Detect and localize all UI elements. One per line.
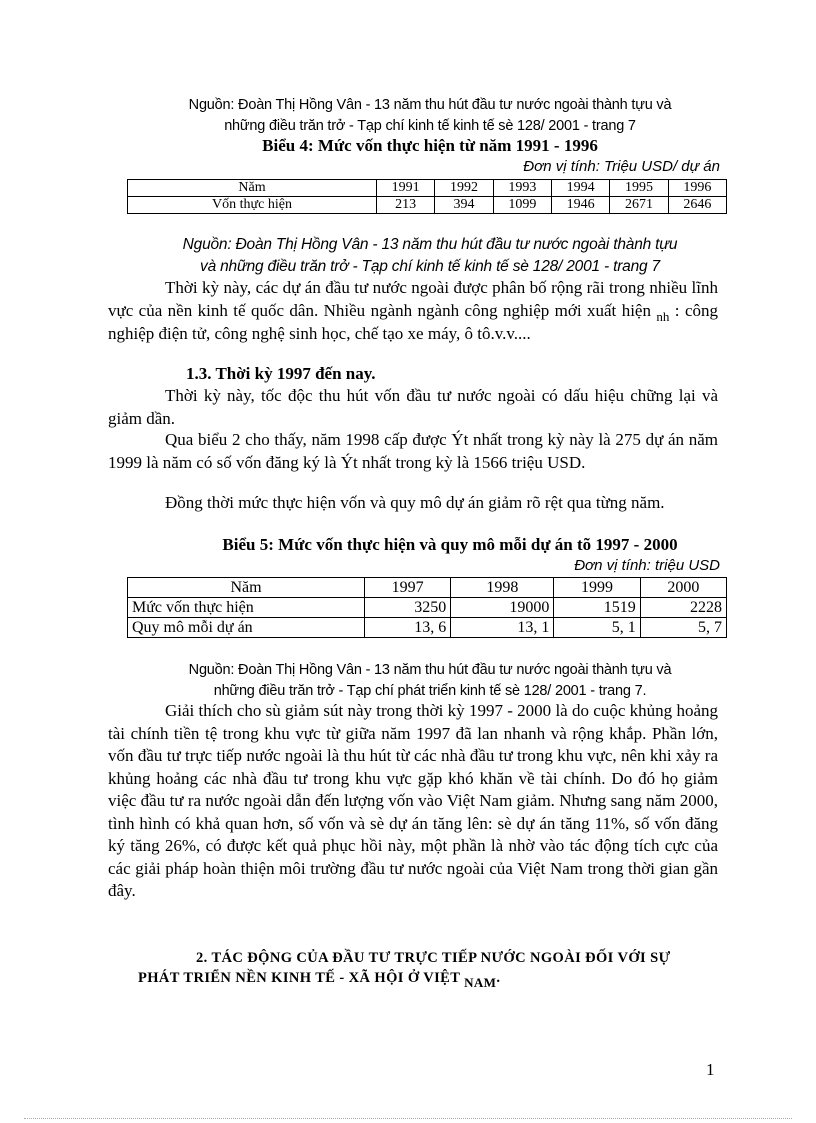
section-heading-1-3: 1.3. Thời kỳ 1997 đến nay.: [186, 364, 376, 383]
source-citation-2-line1: Nguồn: Đoàn Thị Hồng Vân - 13 năm thu hút đầu tư nước ngoài thành tựu: [182, 236, 678, 253]
paragraph-1-text: Thời kỳ này, các dự án đầu tư nước ngoài được phân bố rộng rãi trong nhiều lĩnh vực của nền kinh tế quốc dân. Nhiều ngành ngành công nghiệp mới xuất hiện: [108, 278, 718, 320]
source-citation-3-line2: những điều trăn trở - Tạp chí phát triển kinh tế sè 128/ 2001 - trang 7.: [213, 683, 647, 699]
table5-year-cell: 1998: [451, 578, 554, 598]
section-heading-2-line2: [138, 968, 718, 988]
table5-header-label: Năm: [128, 578, 365, 598]
paragraph-2: Thời kỳ này, tốc độc thu hút vốn đầu tư nước ngoài có dấu hiệu chững lại và giảm dần.: [108, 386, 718, 428]
table5-title: Biểu 5: Mức vốn thực hiện và quy mô mỗi dự án tõ 1997 - 2000: [222, 535, 678, 554]
table5-header-row: [128, 578, 727, 598]
table4-year-cell: 1992: [435, 180, 493, 197]
paragraph-1-text-after: : công nghiệp điện tử, công nghệ sinh học, chế tạo xe máy, ô tô.v.v....: [108, 300, 718, 343]
table4-year-cell: 1995: [610, 180, 668, 197]
table4-value-cell: 394: [435, 197, 493, 214]
table5-value-cell: 3250: [365, 598, 451, 618]
table5-row: [128, 598, 727, 618]
source-citation-3: [110, 660, 750, 702]
table5-value-cell: 13, 6: [365, 618, 451, 638]
source-citation-2: [110, 234, 750, 278]
source-citation-1-line2: những điều trăn trở - Tạp chí kinh tế kinh tế sè 128/ 2001 - trang 7: [224, 118, 636, 134]
table5-value-cell: 19000: [451, 598, 554, 618]
page-number: 1: [706, 1060, 715, 1079]
table5-value-cell: 13, 1: [451, 618, 554, 638]
section-heading-2-line1: 2. TÁC ĐỘNG CỦA ĐẦU TƯ TRỰC TIẾP NƯỚC NGOÀI ĐỐI VỚI SỰ: [196, 950, 671, 966]
table5-value-cell: 5, 1: [554, 618, 640, 638]
paragraph-1: [108, 277, 718, 346]
section-heading-2-line2-text: PHÁT TRIỂN NỀN KINH TẾ - XÃ HỘI Ở VIỆT: [138, 970, 465, 986]
table5-year-cell: 1999: [554, 578, 640, 598]
table5: [127, 577, 727, 638]
section-heading-2-line2-sub: NAM: [464, 975, 497, 990]
table4-header-row: [128, 180, 727, 197]
table4-value-cell: 1099: [493, 197, 551, 214]
source-citation-3-line1: Nguồn: Đoàn Thị Hồng Vân - 13 năm thu hút đầu tư nước ngoài thành tựu và: [188, 662, 672, 678]
table5-row-label: Mức vốn thực hiện: [128, 598, 365, 618]
table4-value-cell: 1946: [551, 197, 609, 214]
table4-title: Biểu 4: Mức vốn thực hiện từ năm 1991 - 1996: [262, 136, 598, 155]
paragraph-5: Giải thích cho sù giảm sút này trong thời kỳ 1997 - 2000 là do cuộc khủng hoảng tài chính tiền tệ trong khu vực từ giữa năm 1997 đã lan nhanh và rộng khắp. Phần lớn, vốn đầu tư trực tiếp nước ngoài là thu hút từ các nhà đầu tư trong khu vực, nên khi xảy ra khủng hoảng các nhà đầu tư trong khu vực gặp khó khăn về tài chính. Do đó họ giảm việc đầu tư ra nước ngoài dẫn đến lượng vốn vào Việt Nam giảm. Nhưng sang năm 2000, tình hình có khả quan hơn, số vốn và sè dự án tăng lên: sè dự án tăng 11%, số vốn đăng ký tăng 26%, có được kết quả phục hồi này, một phần là nhờ vào tác động tích cực của các giải pháp hoàn thiện môi trường đầu tư nước ngoài của Việt Nam trong thời gian gần đây.: [108, 701, 718, 900]
table4-header-label: Năm: [128, 180, 377, 197]
paragraph-4: Đồng thời mức thực hiện vốn và quy mô dự án giảm rõ rệt qua từng năm.: [165, 493, 665, 512]
table4-value-cell: 213: [377, 197, 435, 214]
table4-row-label: Vốn thực hiện: [128, 197, 377, 214]
source-citation-2-line2: và những điều trăn trở - Tạp chí kinh tế kinh tế sè 128/ 2001 - trang 7: [200, 258, 660, 275]
table4-data-row: [128, 197, 727, 214]
table4-value-cell: 2671: [610, 197, 668, 214]
source-citation-1-line1: Nguồn: Đoàn Thị Hồng Vân - 13 năm thu hút đầu tư nước ngoài thành tựu và: [188, 97, 672, 113]
page-bottom-rule: [24, 1118, 792, 1119]
section-heading-2-line2-end: .: [496, 970, 501, 986]
paragraph-3: Qua biểu 2 cho thấy, năm 1998 cấp được Ýt nhất trong kỳ này là 275 dự án năm 1999 là năm có số vốn đăng ký là Ýt nhất trong kỳ là 1566 triệu USD.: [108, 430, 718, 472]
section-heading-2: [138, 948, 718, 988]
table5-year-cell: 2000: [640, 578, 726, 598]
table5-value-cell: 5, 7: [640, 618, 726, 638]
paragraph-1-sub: nh: [656, 308, 670, 324]
table4-unit: Đơn vị tính: Triệu USD/ dự án: [523, 158, 720, 175]
table4-year-cell: 1996: [668, 180, 726, 197]
table4-year-cell: 1993: [493, 180, 551, 197]
table5-unit: Đơn vị tính: triệu USD: [574, 557, 720, 574]
table4-year-cell: 1991: [377, 180, 435, 197]
source-citation-1: [110, 95, 750, 137]
table5-year-cell: 1997: [365, 578, 451, 598]
table5-row-label: Quy mô mỗi dự án: [128, 618, 365, 638]
table4-year-cell: 1994: [551, 180, 609, 197]
table5-row: [128, 618, 727, 638]
table4: [127, 179, 727, 214]
table5-value-cell: 2228: [640, 598, 726, 618]
table5-value-cell: 1519: [554, 598, 640, 618]
table4-value-cell: 2646: [668, 197, 726, 214]
